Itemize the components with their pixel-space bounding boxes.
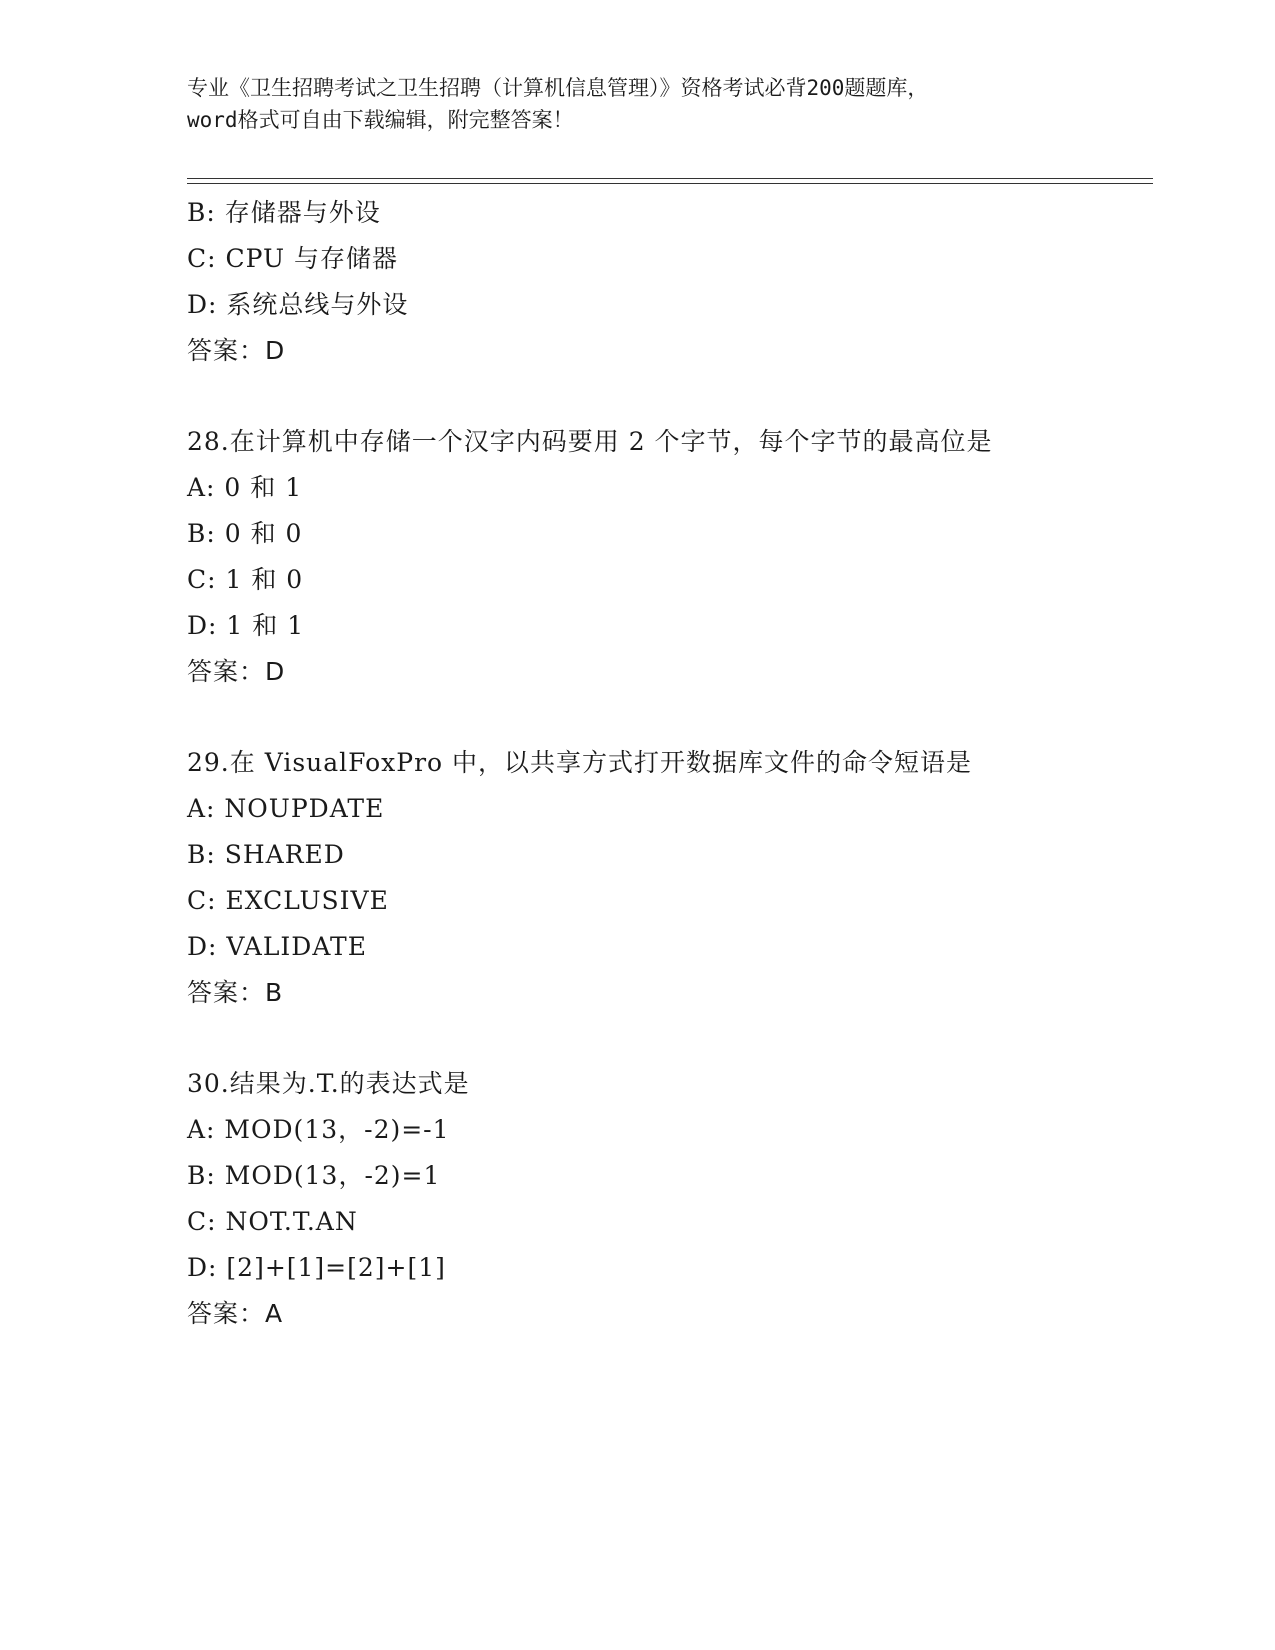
header-title-line-2: word格式可自由下载编辑，附完整答案！ [187, 108, 574, 132]
option-d: D: 系统总线与外设 [187, 290, 409, 319]
option-a: A: NOUPDATE [187, 794, 385, 823]
question-fragment [187, 190, 1167, 374]
question-item [187, 419, 1167, 695]
option-d: D: 1 和 1 [187, 611, 305, 640]
answer-line: 答案：A [187, 1299, 284, 1328]
header-divider-top [187, 178, 1153, 179]
answer-line: 答案：B [187, 978, 284, 1007]
option-b: B: MOD(13，-2)=1 [187, 1161, 441, 1190]
option-c: C: EXCLUSIVE [187, 886, 389, 915]
option-b: B: 存储器与外设 [187, 198, 381, 227]
option-a: A: 0 和 1 [187, 473, 303, 502]
option-c: C: 1 和 0 [187, 565, 304, 594]
option-d: D: [2]+[1]=[2]+[1] [187, 1253, 446, 1282]
option-c: C: NOT.T.AN [187, 1207, 358, 1236]
header-divider-bottom [187, 183, 1153, 184]
header-title-line-1: 专业《卫生招聘考试之卫生招聘（计算机信息管理）》资格考试必背200题题库， [187, 76, 929, 100]
option-b: B: SHARED [187, 840, 345, 869]
question-stem: 30.结果为.T.的表达式是 [187, 1069, 470, 1098]
option-a: A: MOD(13，-2)=-1 [187, 1115, 450, 1144]
question-item [187, 1061, 1167, 1337]
option-b: B: 0 和 0 [187, 519, 303, 548]
document-header [187, 72, 1087, 136]
answer-line: 答案：D [187, 657, 286, 686]
option-d: D: VALIDATE [187, 932, 367, 961]
question-item [187, 740, 1167, 1016]
answer-line: 答案：D [187, 336, 286, 365]
question-stem: 28.在计算机中存储一个汉字内码要用 2 个字节，每个字节的最高位是 [187, 427, 993, 456]
question-stem: 29.在 VisualFoxPro 中，以共享方式打开数据库文件的命令短语是 [187, 748, 973, 777]
question-list [187, 190, 1167, 1337]
option-c: C: CPU 与存储器 [187, 244, 399, 273]
